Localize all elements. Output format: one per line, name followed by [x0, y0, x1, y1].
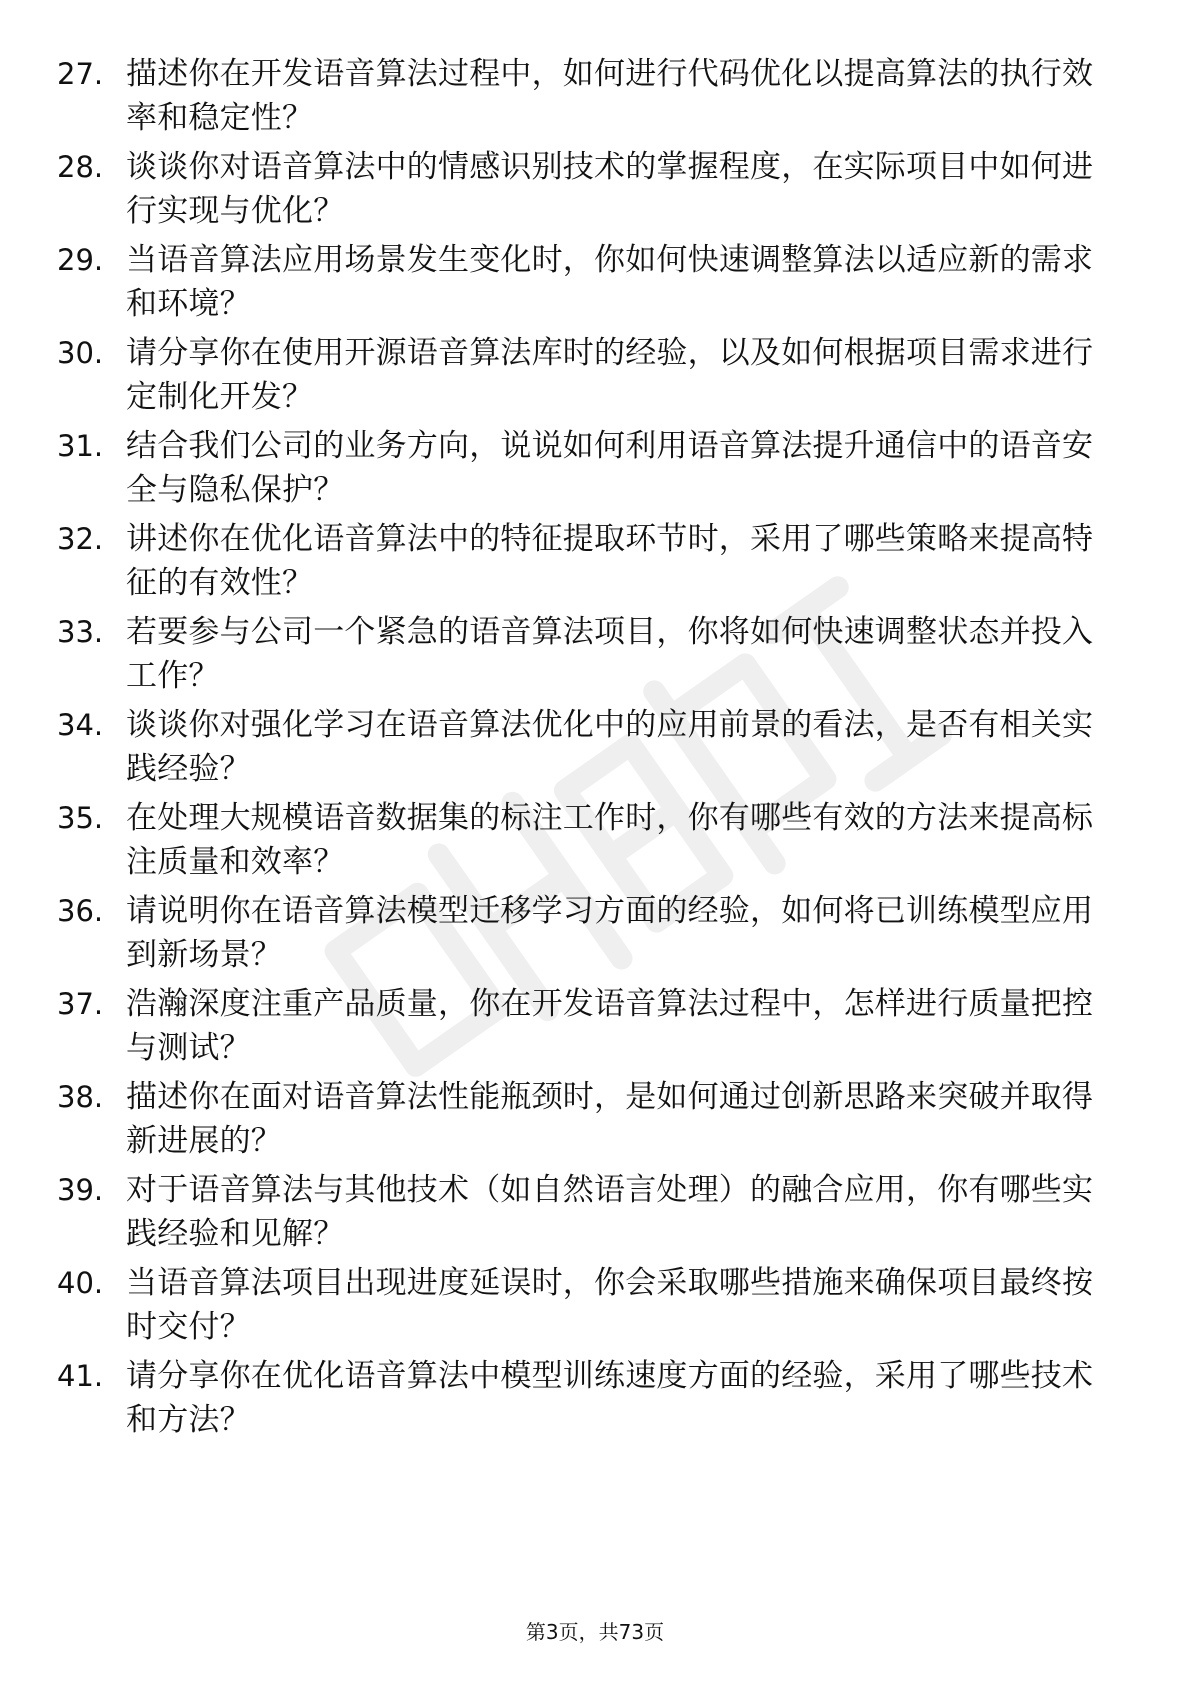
question-number: 36.: [57, 894, 104, 928]
question-text: 浩瀚深度注重产品质量，你在开发语音算法过程中，怎样进行质量把控与测试？: [126, 986, 1094, 1066]
list-item: [57, 982, 1117, 1072]
list-item: [57, 796, 1117, 886]
list-item: [57, 145, 1117, 235]
question-number: 32.: [57, 522, 104, 556]
question-number: 29.: [57, 243, 104, 277]
question-text: 请分享你在优化语音算法中模型训练速度方面的经验，采用了哪些技术和方法？: [126, 1358, 1094, 1438]
question-text: 对于语音算法与其他技术（如自然语言处理）的融合应用，你有哪些实践经验和见解？: [126, 1172, 1094, 1252]
question-text: 结合我们公司的业务方向，说说如何利用语音算法提升通信中的语音安全与隐私保护？: [126, 428, 1094, 508]
question-text: 请分享你在使用开源语音算法库时的经验，以及如何根据项目需求进行定制化开发？: [126, 335, 1094, 415]
question-text: 讲述你在优化语音算法中的特征提取环节时，采用了哪些策略来提高特征的有效性？: [126, 521, 1094, 601]
question-text: 当语音算法应用场景发生变化时，你如何快速调整算法以适应新的需求和环境？: [126, 242, 1094, 322]
list-item: [57, 1075, 1117, 1165]
question-number: 35.: [57, 801, 104, 835]
question-number: 30.: [57, 336, 104, 370]
list-item: [57, 1354, 1117, 1444]
list-item: [57, 1261, 1117, 1351]
list-item: [57, 610, 1117, 700]
list-item: [57, 52, 1117, 142]
question-number: 40.: [57, 1266, 104, 1300]
question-number: 27.: [57, 57, 104, 91]
page-footer: [0, 1618, 1190, 1646]
question-text: 请说明你在语音算法模型迁移学习方面的经验，如何将已训练模型应用到新场景？: [126, 893, 1094, 973]
question-number: 28.: [57, 150, 104, 184]
question-number: 41.: [57, 1359, 104, 1393]
question-text: 当语音算法项目出现进度延误时，你会采取哪些措施来确保项目最终按时交付？: [126, 1265, 1094, 1345]
question-number: 39.: [57, 1173, 104, 1207]
question-text: 描述你在开发语音算法过程中，如何进行代码优化以提高算法的执行效率和稳定性？: [126, 56, 1094, 136]
list-item: [57, 889, 1117, 979]
question-number: 31.: [57, 429, 104, 463]
list-item: [57, 424, 1117, 514]
question-text: 谈谈你对语音算法中的情感识别技术的掌握程度，在实际项目中如何进行实现与优化？: [126, 149, 1094, 229]
list-item: [57, 238, 1117, 328]
question-text: 描述你在面对语音算法性能瓶颈时，是如何通过创新思路来突破并取得新进展的？: [126, 1079, 1094, 1159]
question-text: 若要参与公司一个紧急的语音算法项目，你将如何快速调整状态并投入工作？: [126, 614, 1094, 694]
question-number: 34.: [57, 708, 104, 742]
question-number: 33.: [57, 615, 104, 649]
list-item: [57, 331, 1117, 421]
page-number: 第3页，共73页: [525, 1620, 665, 1644]
question-text: 谈谈你对强化学习在语音算法优化中的应用前景的看法，是否有相关实践经验？: [126, 707, 1094, 787]
list-item: [57, 1168, 1117, 1258]
list-item: [57, 517, 1117, 607]
list-item: [57, 703, 1117, 793]
question-number: 37.: [57, 987, 104, 1021]
question-text: 在处理大规模语音数据集的标注工作时，你有哪些有效的方法来提高标注质量和效率？: [126, 800, 1094, 880]
question-number: 38.: [57, 1080, 104, 1114]
